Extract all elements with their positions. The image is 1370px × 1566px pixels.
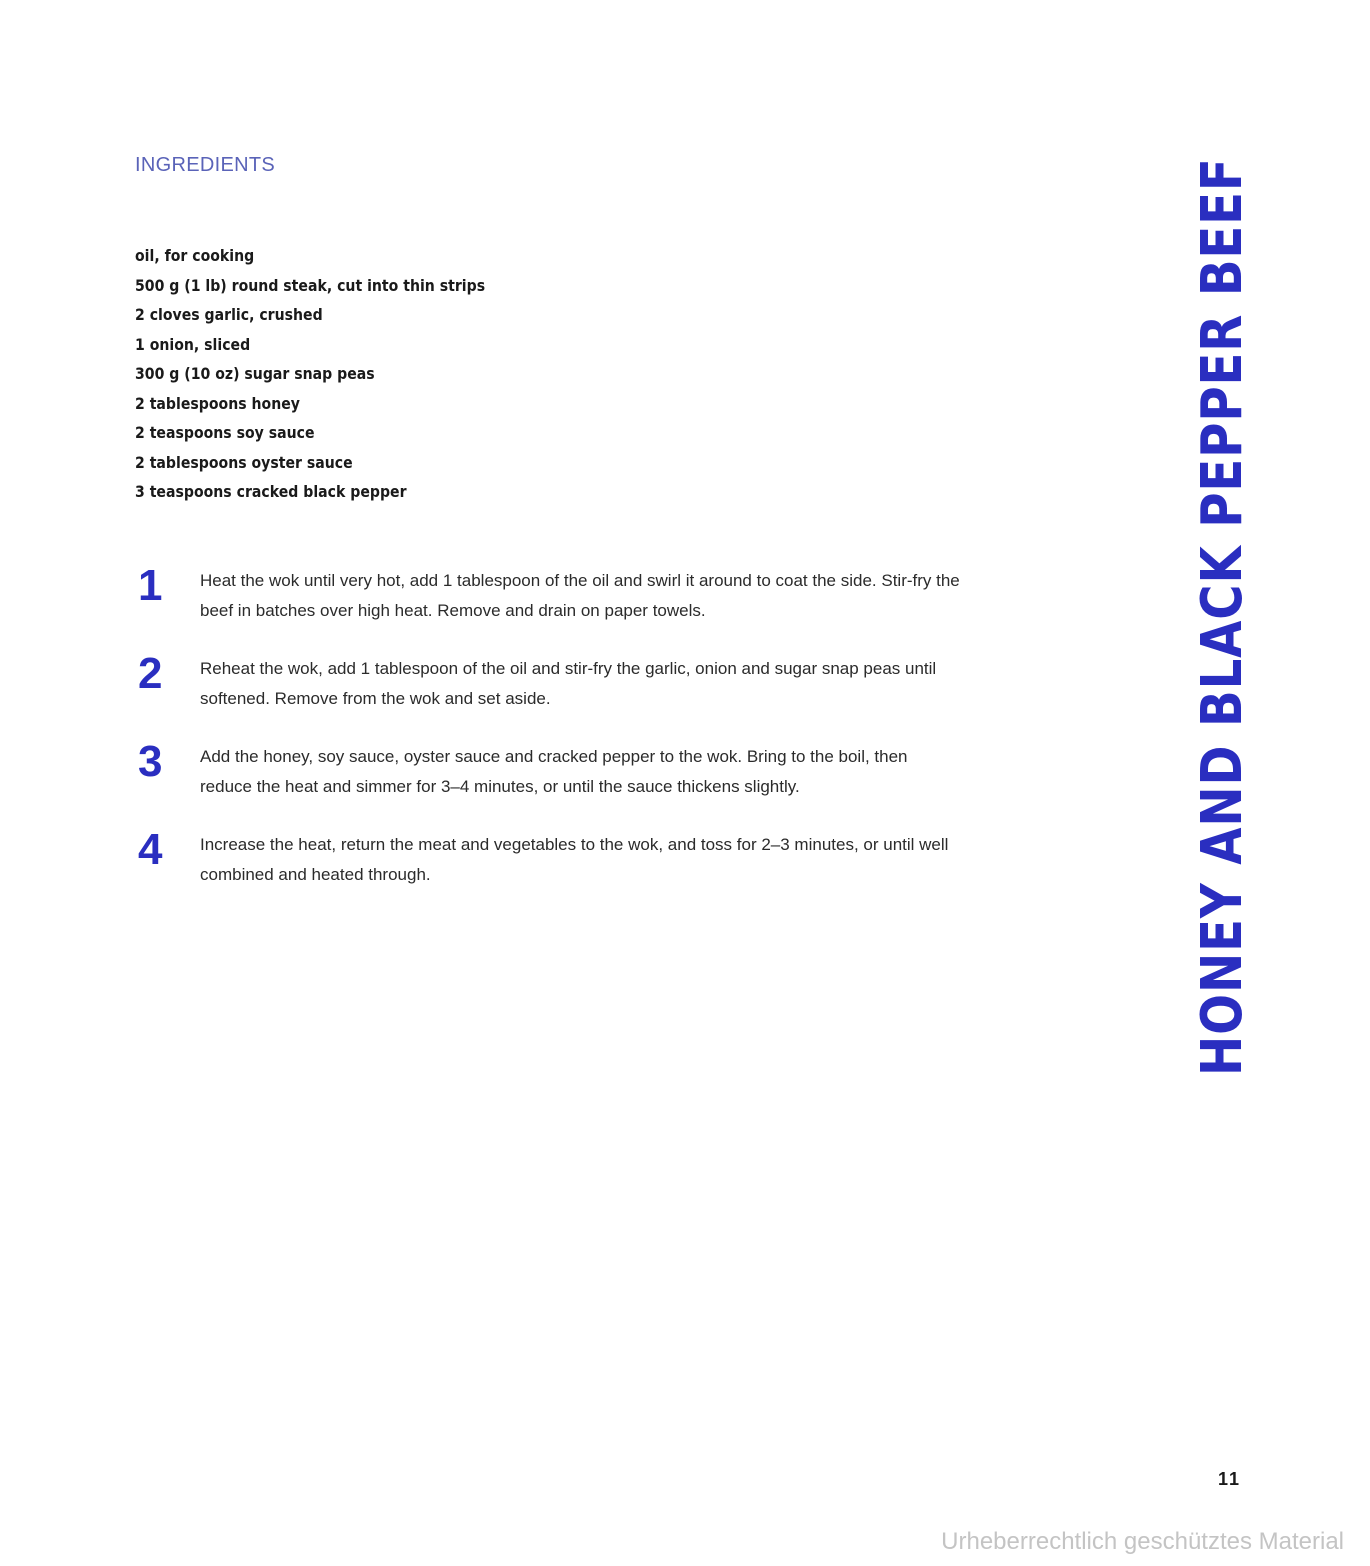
ingredient-item: 300 g (10 oz) sugar snap peas	[135, 364, 375, 383]
step-text: Reheat the wok, add 1 tablespoon of the oil and stir-fry the garlic, onion and sugar snap peas until softened. Remove from the wok and set aside.	[200, 659, 937, 708]
ingredient-item: 2 cloves garlic, crushed	[135, 305, 323, 324]
step-text: Heat the wok until very hot, add 1 tablespoon of the oil and swirl it around to coat the side. Stir-fry the beef in batches over high heat. Remove and drain on paper towels.	[200, 571, 960, 620]
recipe-title-band	[1190, 131, 1255, 1076]
step-number: 3	[138, 737, 163, 786]
ingredient-item: oil, for cooking	[135, 246, 255, 265]
copyright-watermark: Urheberrechtlich geschütztes Material	[941, 1528, 1344, 1555]
ingredient-item: 2 tablespoons honey	[135, 393, 300, 413]
step-text: Add the honey, soy sauce, oyster sauce and cracked pepper to the wok. Bring to the boil, then reduce the heat and simmer for 3–4 minutes, or until the sauce thickens slightly.	[200, 747, 908, 796]
ingredient-item: 3 teaspoons cracked black pepper	[135, 482, 407, 501]
ingredient-item: 1 onion, sliced	[135, 334, 251, 354]
ingredients-heading: INGREDIENTS	[135, 154, 275, 176]
ingredient-item: 500 g (1 lb) round steak, cut into thin strips	[135, 275, 486, 295]
method-step	[135, 736, 965, 824]
recipe-title: HONEY AND BLACK PEPPER BEEF	[1190, 157, 1255, 1076]
method-steps	[135, 560, 965, 912]
step-number: 2	[138, 649, 163, 698]
step-number: 1	[138, 561, 163, 610]
method-step	[135, 824, 965, 912]
step-number: 4	[138, 825, 163, 874]
method-step	[135, 648, 965, 736]
step-text: Increase the heat, return the meat and vegetables to the wok, and toss for 2–3 minutes, or until well combined and heated through.	[200, 835, 949, 884]
ingredient-item: 2 tablespoons oyster sauce	[135, 452, 353, 472]
method-step	[135, 560, 965, 648]
ingredients-list	[135, 243, 533, 509]
ingredient-item: 2 teaspoons soy sauce	[135, 423, 315, 442]
page-number: 11	[1218, 1469, 1242, 1489]
